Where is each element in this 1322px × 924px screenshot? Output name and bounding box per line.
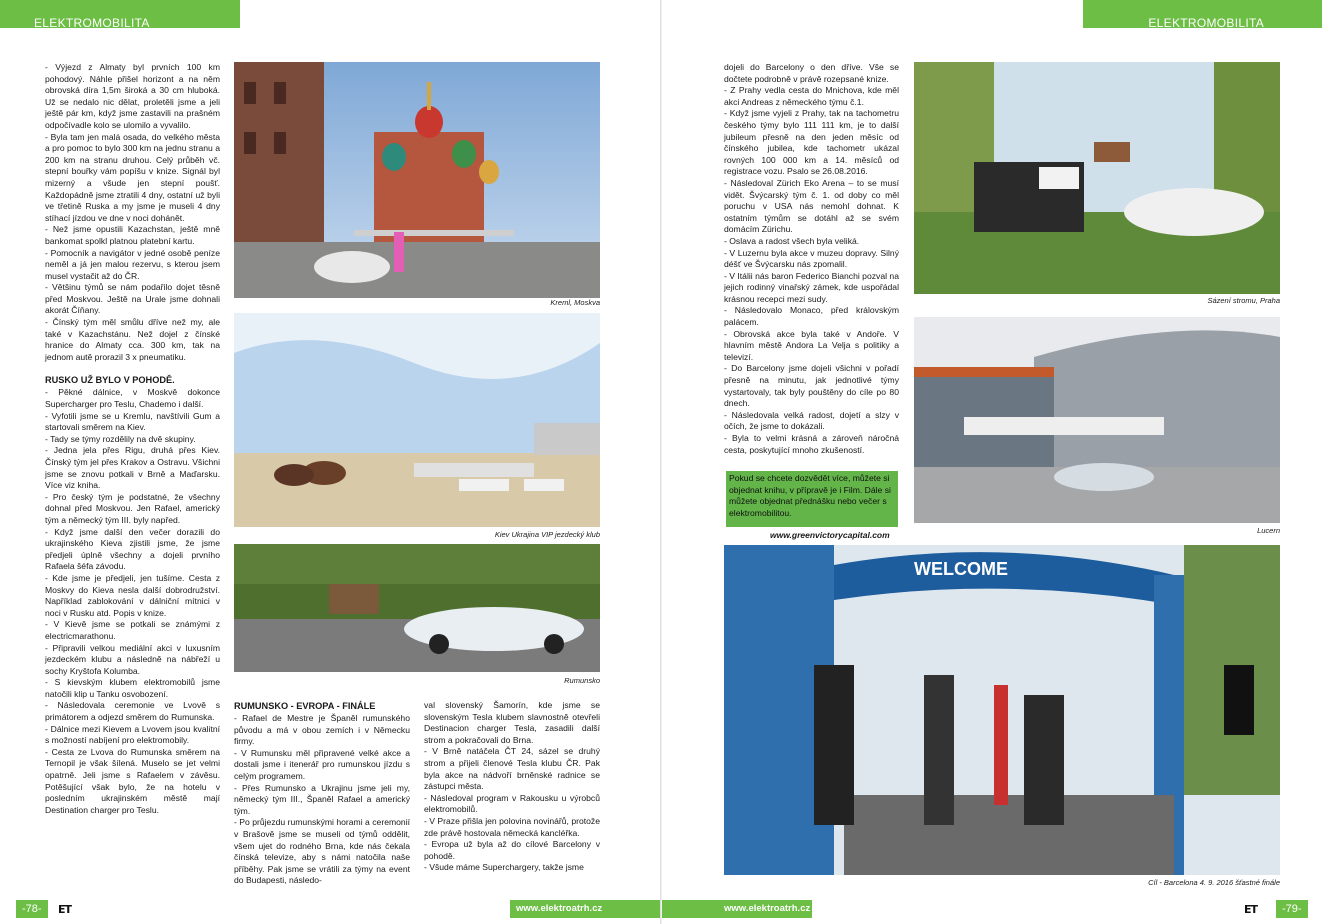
caption-romania: Rumunsko: [564, 676, 600, 685]
caption-kremlin: Kreml, Moskva: [550, 298, 600, 307]
body-paragraph: - Po průjezdu rumunskými horami a ceremonií v Brašově jsme se museli od týmů oddělit, všem ujet do rodného Brna, kde nás čekala čínská televize, aby s námi natočila naše příběhy. Pak jsme se vrátili za týmy na event do Budapesti, následo-: [234, 817, 410, 886]
body-paragraph: - Přes Rumunsko a Ukrajinu jsme jeli my, německý tým III., Španěl Rafael a americký tým.: [234, 782, 410, 816]
publisher-logo-left: ET: [58, 903, 72, 916]
caption-kiev: Kiev Ukrajina VIP jezdecký klub: [494, 530, 600, 539]
body-paragraph: - Následovala ceremonie ve Lvově s primátorem a odjezd směrem do Rumunska.: [45, 700, 220, 723]
body-paragraph: - Jedna jela přes Rigu, druhá přes Kiev. Čínský tým jel přes Krakov a Ostravu. Všichni jsme se znovu potkali v Brně a Maďarsku. Více viz kniha.: [45, 445, 220, 491]
photo-barcelona-finish: [724, 545, 1280, 875]
photo-kremlin: [234, 62, 600, 298]
body-paragraph: - Následoval Zürich Eko Arena – to se musí vidět. Švýcarský tým č. 1. od doby co měl poruchu v USA nás nemohl dohnat. K ostatním týmům se dotáhl až se svém domácím Zürichu.: [724, 177, 899, 235]
text-column-1: [45, 62, 220, 816]
section-title-right: ELEKTROMOBILITA: [1148, 16, 1264, 30]
body-paragraph: - Byla tam jen malá osada, do velkého města a pro pomoc to bylo 300 km na jednu stranu a 200 km na stranu druhou. Celý průběh vč. stepní bouřky vám popíšu v knize. Signál byl mizerný a všude jen stepní poušť. Každopádně jsme ztratili 4 dny, ostatní už byli ve třetině Ruska a my jsme je museli 4 dny stíhací jízdou ve dne v noci dohánět.: [45, 131, 220, 223]
body-paragraph: - Oslava a radost všech byla veliká.: [724, 235, 860, 246]
body-paragraph: - Připravili velkou mediální akci v luxusním jezdeckém klubu a následně na nábřeží u sochy Kryštofa Kolumba.: [45, 642, 220, 676]
body-paragraph: - Vyfotili jsme se u Kremlu, navštívili Gum a startovali směrem na Kiev.: [45, 410, 220, 433]
body-paragraph: - V Kievě jsme se potkali se známými z electricmarathonu.: [45, 619, 220, 641]
body-paragraph: - Do Barcelony jsme dojeli všichni v pořadí přesně na minutu, jak jednotlivé týmy vystartovaly, tak byly pouštěny do cíle po 80 dnech.: [724, 363, 899, 409]
text-column-3: [424, 700, 600, 874]
body-paragraph: - Následoval program v Rakousku u výrobců elektromobilů.: [424, 792, 600, 815]
footer-url-left[interactable]: www.elektroatrh.cz: [516, 903, 603, 914]
section-heading: RUMUNSKO - EVROPA - FINÁLE: [234, 701, 376, 711]
body-paragraph: - Dálnice mezi Kievem a Lvovem jsou kvalitní s možností nabíjení pro elektromobily.: [45, 723, 220, 746]
body-paragraph: - V Praze přišla jen polovina novinářů, protože zde právě hostovala německá kancléřka.: [424, 815, 600, 838]
page-number-left: -78-: [16, 900, 48, 918]
body-paragraph: - Obrovská akce byla také v Andoře. V hlavním městě Andora La Velja s politiky a televizí.: [724, 328, 899, 362]
section-tab-right: [1083, 0, 1322, 28]
caption-barcelona: Cíl - Barcelona 4. 9. 2016 šťastné finále: [1148, 878, 1280, 887]
body-paragraph: - Pomocník a navigátor v jedné osobě peníze neměl a já jen malou rezervu, s kterou jsem musel vystačit až do ČR.: [45, 247, 220, 281]
text-column-2: [234, 700, 410, 887]
text-column-4: [724, 62, 899, 456]
spacer: [45, 363, 220, 374]
body-paragraph: - Čínský tým měl smůlu dříve než my, ale také v Kazachstánu. Než dojel z čínské hranice do Almaty cca. 300 km, tak na jednom autě prorazil 3 x pneumatiku.: [45, 317, 220, 362]
section-heading: RUSKO UŽ BYLO V POHODĚ.: [45, 375, 175, 386]
body-paragraph: - Rafael de Mestre je Španěl rumunského původu a má v obou zemích i v Německu firmy.: [234, 713, 410, 747]
caption-praha: Sázení stromu, Praha: [1207, 296, 1280, 305]
body-paragraph: - Cesta ze Lvova do Rumunska směrem na Ternopil je však šílená. Muselo se jet velmi opatrně. Jeli jsme s Rafaelem v závěsu. Potěšující však bylo, že na hotelu v posledním ukrajinském městě mají Destination charger pro Teslu.: [45, 746, 220, 815]
body-paragraph: - Z Prahy vedla cesta do Mnichova, kde měl akci Andreas z německého týmu č.1.: [724, 85, 899, 107]
website-link[interactable]: www.greenvictorycapital.com: [770, 530, 890, 540]
publisher-logo-right: ET: [1244, 903, 1258, 916]
body-paragraph: - Byla to velmi krásná a zároveň náročná cesta, poskytující mnoho zkušeností.: [724, 433, 899, 455]
footer-url-right[interactable]: www.elektroatrh.cz: [724, 903, 811, 914]
body-paragraph: - Následovala velká radost, dojetí a slzy v očích, že jsme to dokázali.: [724, 409, 899, 432]
body-paragraph: - Výjezd z Almaty byl prvních 100 km pohodový. Náhle přišel horizont a na něm obrovská díra 1,5m široká a 30 cm hluboká. Už se nedalo nic dělat, proletěli jsme a jeli ještě pár km, když jsme zastavili na prašném odpočívadle kolo se ulomilo a vyvalilo.: [45, 62, 220, 130]
section-tab-left: [0, 0, 240, 28]
welcome-arch-text: WELCOME: [914, 559, 1008, 579]
body-paragraph: - Kde jsme je předjeli, jen tušíme. Cesta z Moskvy do Kieva nesla další dobrodružství. Například zablokování v dálniční mítnici v noci v Rusku atd. Popis v knize.: [45, 572, 220, 618]
body-paragraph: - V Luzernu byla akce v muzeu dopravy. Silný déšť ve Švýcarsku nás zpomalil.: [724, 247, 899, 270]
body-paragraph: - V Brně natáčela ČT 24, sázel se druhý strom a přijeli členové Tesla klubu ČR. Pak byla akce na nádvoří brněnské radnice se zástupci města.: [424, 746, 600, 792]
body-paragraph: - Když jsme vyjeli z Prahy, tak na tachometru českého týmy bylo 111 111 km, je to další jubileum přesně na den jeden měsíc od čínského jubilea, kde tachometr ukázal rovných 100 000 km a 14. měsíců od registrace vozu. Psalo se 26.08.2016.: [724, 108, 899, 177]
body-paragraph: - Pro český tým je podstatné, že všechny dohnal před Moskvou. Jen Rafael, americký tým a německý tým III. byly napřed.: [45, 491, 220, 525]
body-paragraph: - Všude máme Superchargery, takže jsme: [424, 862, 584, 873]
body-paragraph: - Tady se týmy rozdělily na dvě skupiny.: [45, 433, 196, 444]
body-paragraph: - Než jsme opustili Kazachstan, ještě mně bankomat spolkl platnou platební kartu.: [45, 224, 220, 246]
section-title-left: ELEKTROMOBILITA: [34, 16, 150, 30]
book-callout-box: [726, 471, 898, 527]
body-paragraph: - Většinu týmů se nám podařilo dojet těsně před Moskvou. Ještě na Urale jsme dohnali akorát Číňany.: [45, 282, 220, 316]
body-paragraph: dojeli do Barcelony o den dříve. Vše se dočtete podrobně v právě rozepsané knize.: [724, 62, 899, 84]
photo-praha-tree-planting: [914, 62, 1280, 294]
body-paragraph: - Následovalo Monaco, před královským palácem.: [724, 305, 899, 328]
caption-lucern: Lucern: [1257, 526, 1280, 535]
book-callout-text: Pokud se chcete dozvědět více, můžete si objednat knihu, v přípravě je i Film. Dále si můžete objednat přednášku nebo večer s elektromobilitou.: [729, 473, 891, 518]
body-paragraph: - Když jsme další den večer dorazili do ukrajinského Kieva zjistili jsme, že jsme předjeli úplně všechny a dojeli prvního Rafaela šéfa závodu.: [45, 526, 220, 572]
page-number-right: -79-: [1276, 900, 1308, 918]
body-paragraph: - V Rumunsku měl připravené velké akce a dostali jsme i itenerář pro rumunskou jízdu s celým programem.: [234, 747, 410, 781]
photo-lucern: [914, 317, 1280, 523]
page-gutter: [660, 0, 662, 924]
photo-romania: [234, 544, 600, 672]
body-paragraph: - Evropa už byla až do cílové Barcelony v pohodě.: [424, 839, 600, 861]
body-paragraph: - S kievským klubem elektromobilů jsme natočili klip u Tanku osvobození.: [45, 677, 220, 699]
body-paragraph: - Pěkné dálnice, v Moskvě dokonce Supercharger pro Teslu, Chademo i další.: [45, 387, 220, 410]
body-paragraph: - V Itálii nás baron Federico Bianchi pozval na jejich rodinný vinařský zámek, kde uspořádal krásnou recepci mezi sudy.: [724, 270, 899, 304]
photo-kiev-club: [234, 313, 600, 527]
body-paragraph: val slovenský Šamorín, kde jsme se slovenským Tesla klubem slavnostně otevřeli Destinacion charger Tesla, zasadili další strom a pokračovali do Brna.: [424, 700, 600, 745]
